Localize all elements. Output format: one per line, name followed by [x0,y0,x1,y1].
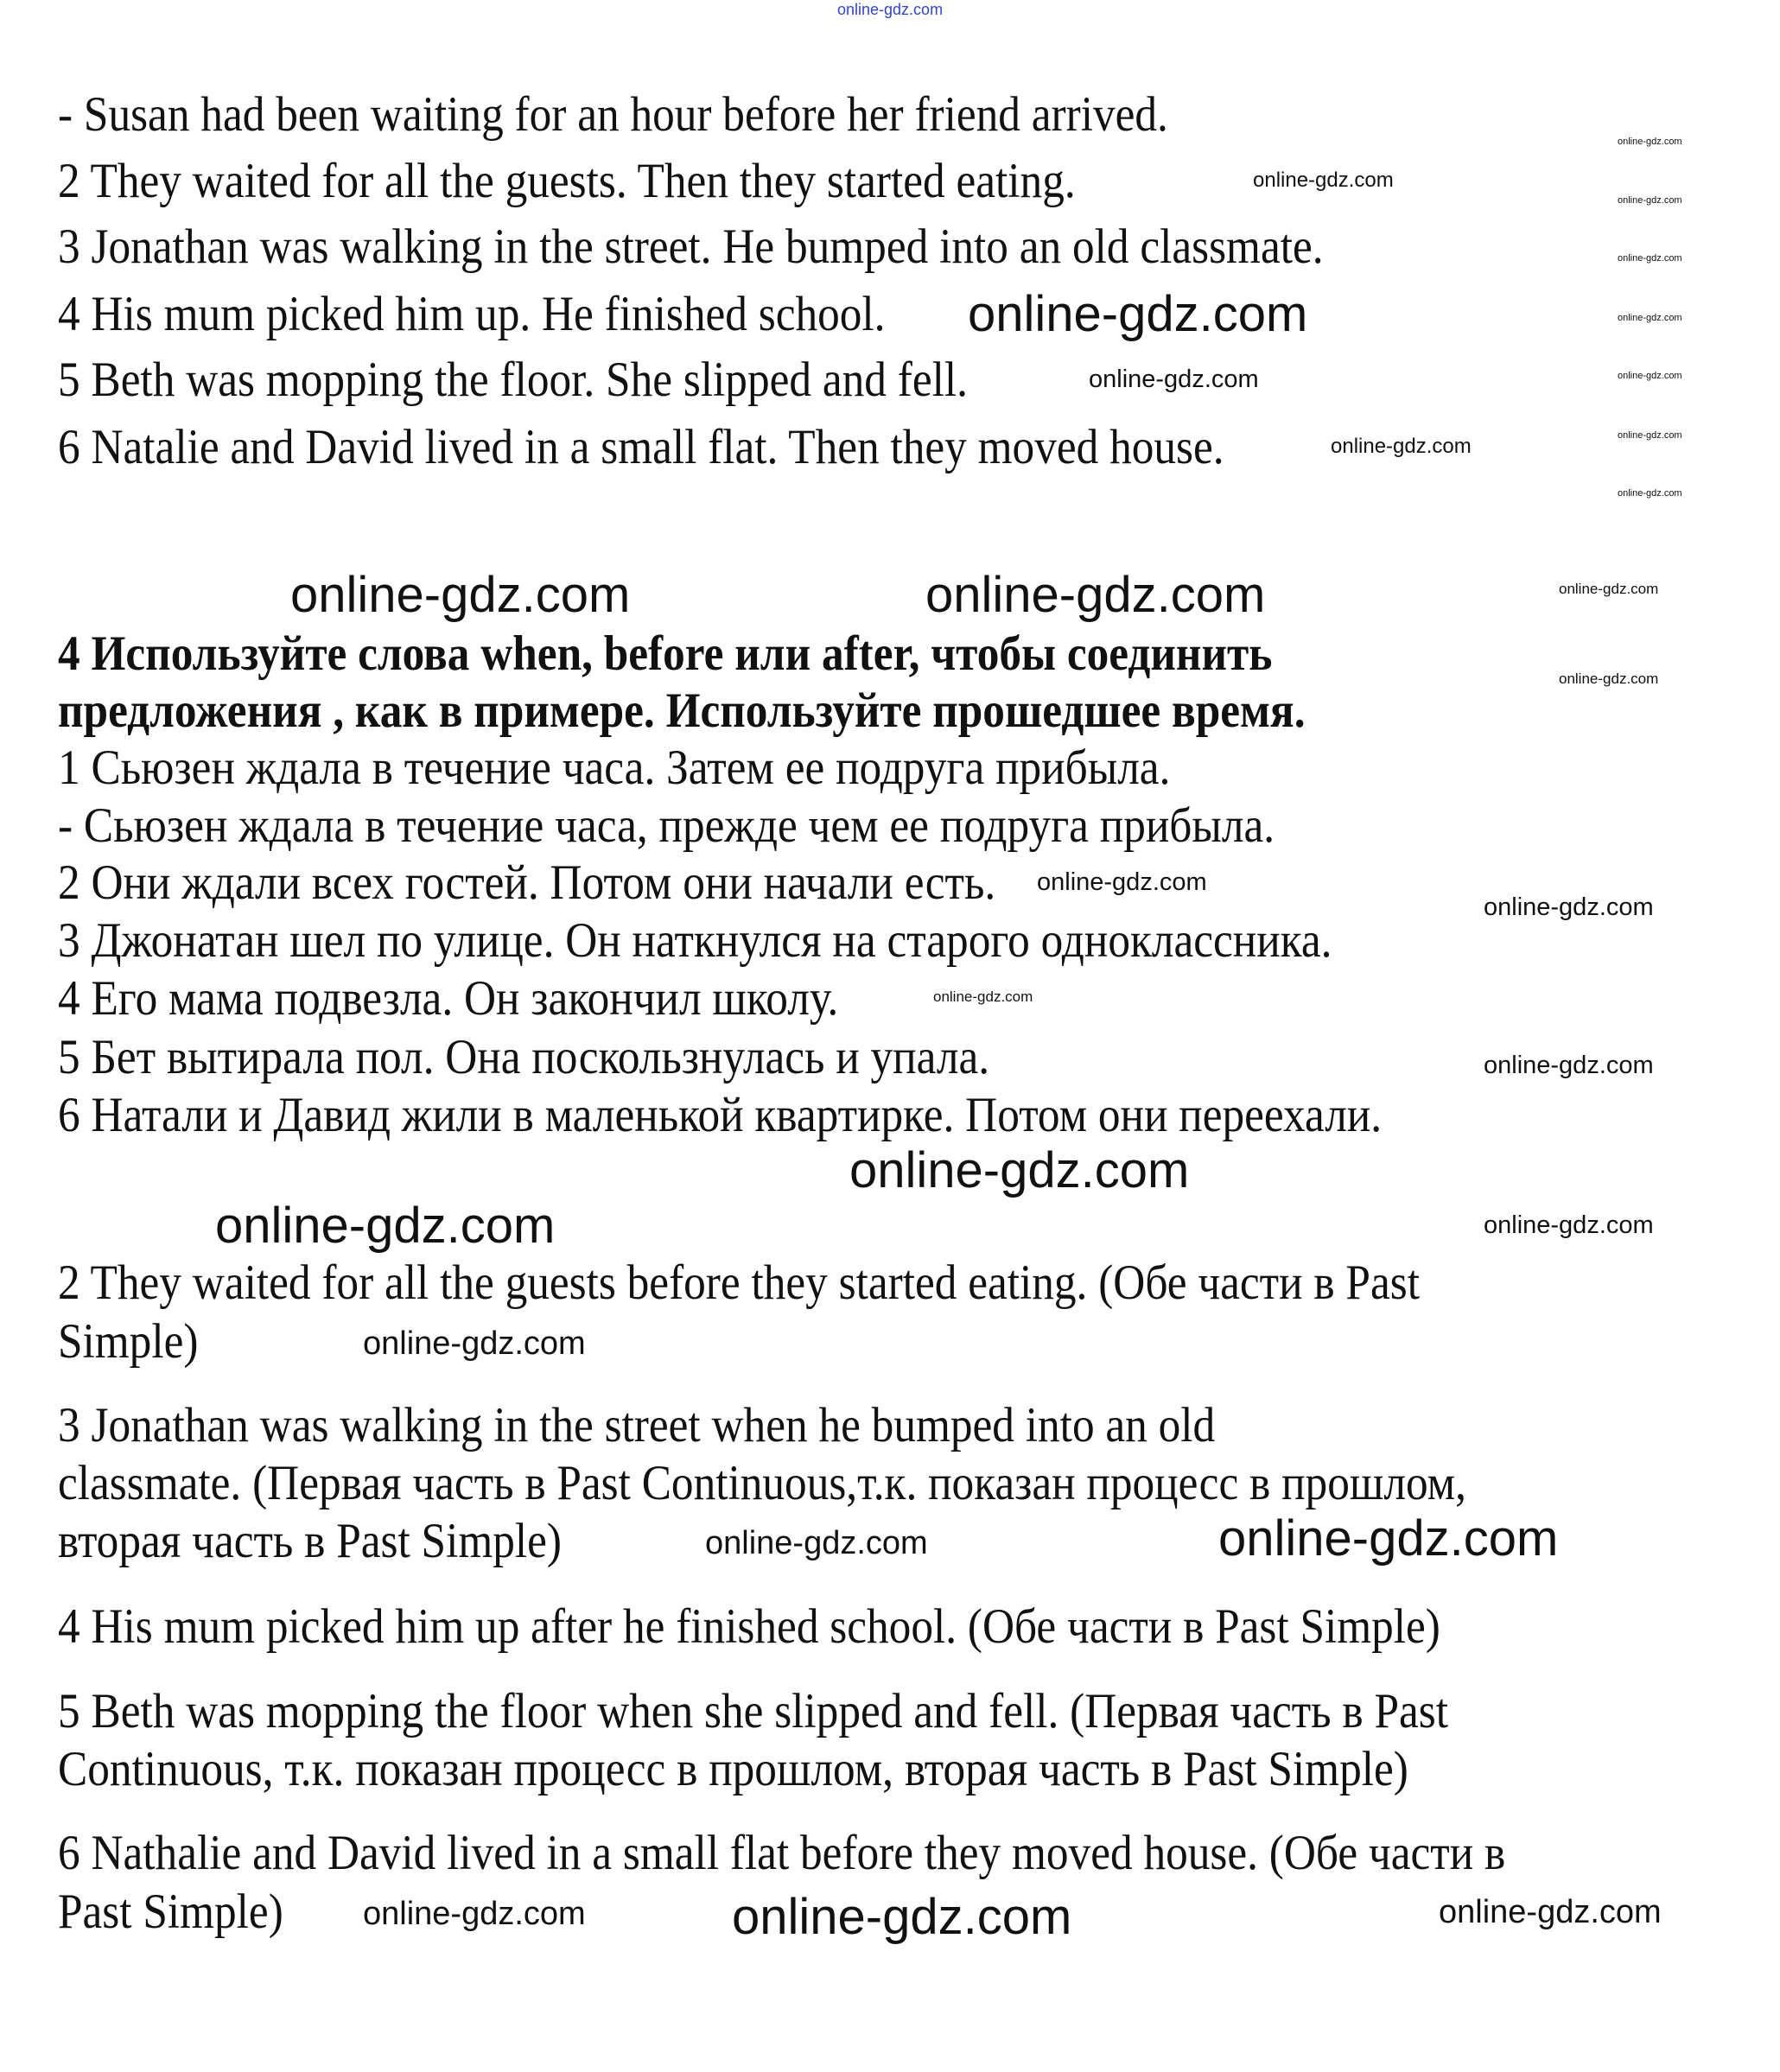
translation-line: 5 Бет вытирала пол. Она поскользнулась и упала. [58,1030,990,1084]
watermark: online-gdz.com [1618,371,1682,381]
watermark: online-gdz.com [1037,868,1207,896]
watermark: online-gdz.com [925,567,1266,623]
watermark: online-gdz.com [1618,430,1682,441]
answer-line: вторая часть в Past Simple) [58,1514,562,1568]
watermark: online-gdz.com [732,1889,1072,1945]
translation-line: 6 Натали и Давид жили в маленькой квартирке. Потом они переехали. [58,1088,1383,1142]
answer-line: 6 Nathalie and David lived in a small flat before they moved house. (Обе части в [58,1826,1506,1880]
watermark: online-gdz.com [1484,1211,1654,1239]
watermark: online-gdz.com [363,1325,586,1362]
exercise-line: 5 Beth was mopping the floor. She slipped and fell. [58,353,968,407]
task-heading: 4 Используйте слова when, before или after, чтобы соединить [58,626,1273,681]
watermark: online-gdz.com [968,286,1308,342]
answer-line: 5 Beth was mopping the floor when she slipped and fell. (Первая часть в Past [58,1684,1448,1738]
watermark: online-gdz.com [1218,1510,1559,1567]
watermark: online-gdz.com [1331,435,1472,458]
translation-line: - Сьюзен ждала в течение часа, прежде чем ее подруга прибыла. [58,798,1275,853]
watermark: online-gdz.com [849,1142,1190,1198]
exercise-line: 2 They waited for all the guests. Then they started eating. [58,154,1076,208]
translation-line: 3 Джонатан шел по улице. Он наткнулся на старого одноклассника. [58,913,1332,968]
watermark: online-gdz.com [1484,893,1654,921]
translation-line: 4 Его мама подвезла. Он закончил школу. [58,971,839,1026]
watermark: online-gdz.com [215,1198,556,1254]
watermark: online-gdz.com [1439,1894,1662,1930]
watermark: online-gdz.com [1089,365,1259,393]
watermark: online-gdz.com [1253,168,1394,192]
watermark: online-gdz.com [363,1896,586,1932]
answer-line: Simple) [58,1314,199,1369]
exercise-line: 6 Natalie and David lived in a small flat. Then they moved house. [58,420,1224,474]
watermark: online-gdz.com [1618,137,1682,147]
exercise-line: - Susan had been waiting for an hour before her friend arrived. [58,87,1168,142]
watermark: online-gdz.com [837,1,944,18]
exercise-line: 4 His mum picked him up. He finished school. [58,287,886,341]
watermark: online-gdz.com [1559,671,1659,687]
translation-line: 1 Сьюзен ждала в течение часа. Затем ее подруга прибыла. [58,740,1171,795]
answer-line: classmate. (Первая часть в Past Continuous,т.к. показан процесс в прошлом, [58,1456,1466,1510]
watermark: online-gdz.com [1559,581,1659,597]
watermark: online-gdz.com [1484,1052,1654,1079]
exercise-line: 3 Jonathan was walking in the street. He bumped into an old classmate. [58,219,1324,274]
watermark: online-gdz.com [1618,195,1682,206]
watermark: online-gdz.com [933,988,1033,1005]
watermark: online-gdz.com [1618,313,1682,323]
watermark: online-gdz.com [1618,253,1682,264]
task-heading: предложения , как в примере. Используйте прошедшее время. [58,683,1306,738]
watermark: online-gdz.com [290,567,631,623]
answer-line: Past Simple) [58,1885,283,1939]
answer-line: 4 His mum picked him up after he finished school. (Обе части в Past Simple) [58,1599,1440,1654]
watermark: online-gdz.com [705,1525,928,1561]
translation-line: 2 Они ждали всех гостей. Потом они начали есть. [58,855,996,910]
answer-line: Continuous, т.к. показан процесс в прошлом, вторая часть в Past Simple) [58,1742,1408,1796]
answer-line: 2 They waited for all the guests before they started eating. (Обе части в Past [58,1255,1420,1310]
watermark: online-gdz.com [1618,488,1682,499]
answer-line: 3 Jonathan was walking in the street when he bumped into an old [58,1398,1216,1452]
